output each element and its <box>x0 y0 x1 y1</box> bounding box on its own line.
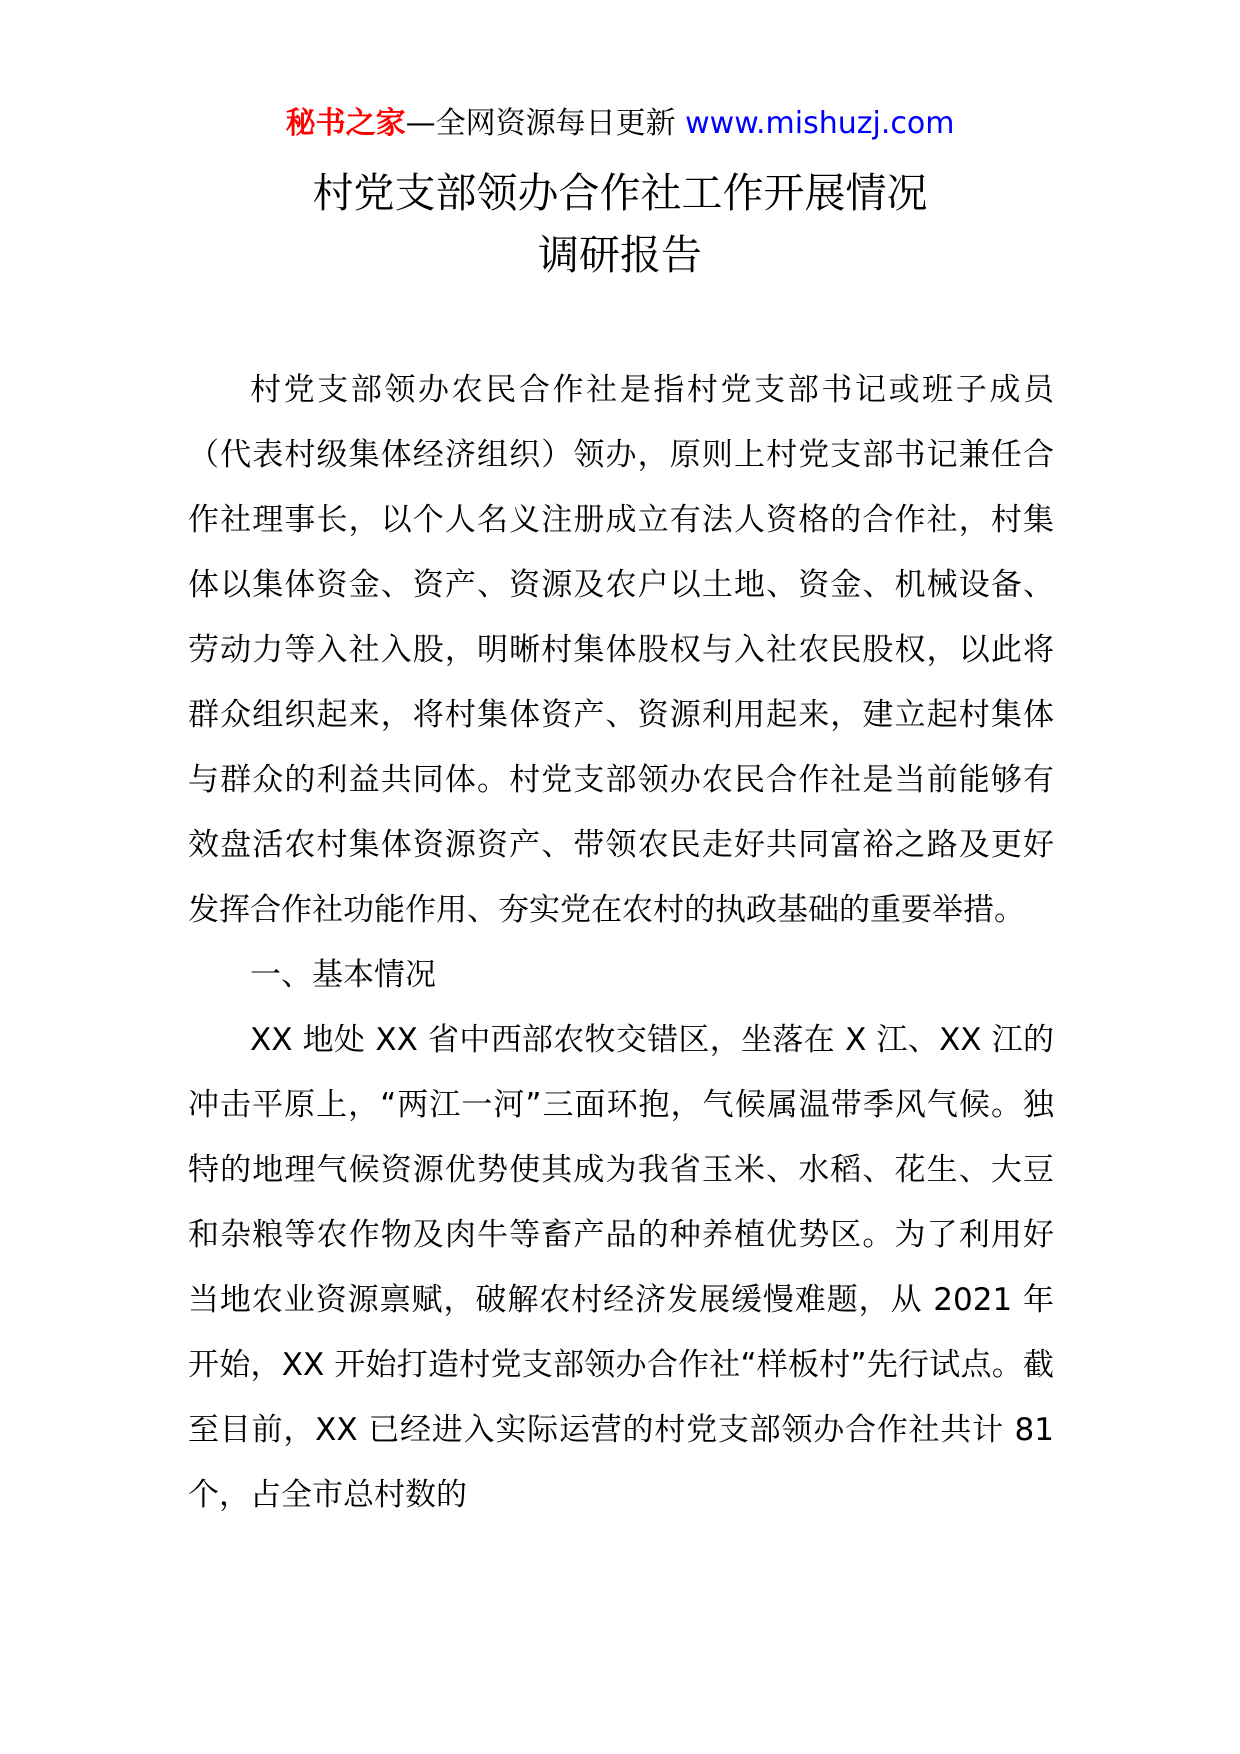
site-brand: 秘书之家 <box>285 106 406 141</box>
site-header <box>0 102 1240 146</box>
title-line-1: 村党支部领办合作社工作开展情况 <box>312 169 928 217</box>
intro-paragraph: 村党支部领办农民合作社是指村党支部书记或班子成员（代表村级集体经济组织）领办，原则上村党支部书记兼任合作社理事长，以个人名义注册成立有法人资格的合作社，村集体以集体资金、资产、资源及农户以土地、资金、机械设备、劳动力等入社入股，明晰村集体股权与入社农民股权，以此将群众组织起来，将村集体资产、资源利用起来，建立起村集体与群众的利益共同体。村党支部领办农民合作社是当前能够有效盘活农村集体资源资产、带领农民走好共同富裕之路及更好发挥合作社功能作用、夯实党在农村的执政基础的重要举措。 <box>188 372 1054 928</box>
title-line-2: 调研报告 <box>538 231 702 279</box>
document-body <box>188 358 1054 1528</box>
section-heading: 一、基本情况 <box>250 957 436 993</box>
document-title <box>0 162 1240 286</box>
body-paragraph: XX 地处 XX 省中西部农牧交错区，坐落在 X 江、XX 江的冲击平原上，“两江一河”三面环抱，气候属温带季风气候。独特的地理气候资源优势使其成为我省玉米、水稻、花生、大豆和杂粮等农作物及肉牛等畜产品的种养植优势区。为了利用好当地农业资源禀赋，破解农村经济发展缓慢难题，从 2021 年开始，XX 开始打造村党支部领办合作社“样板村”先行试点。截至目前，XX 已经进入实际运营的村党支部领办合作社共计 81 个，占全市总村数的 <box>188 1022 1054 1513</box>
site-url-link[interactable]: www.mishuzj.com <box>685 106 955 141</box>
site-tagline: —全网资源每日更新 <box>405 106 676 141</box>
